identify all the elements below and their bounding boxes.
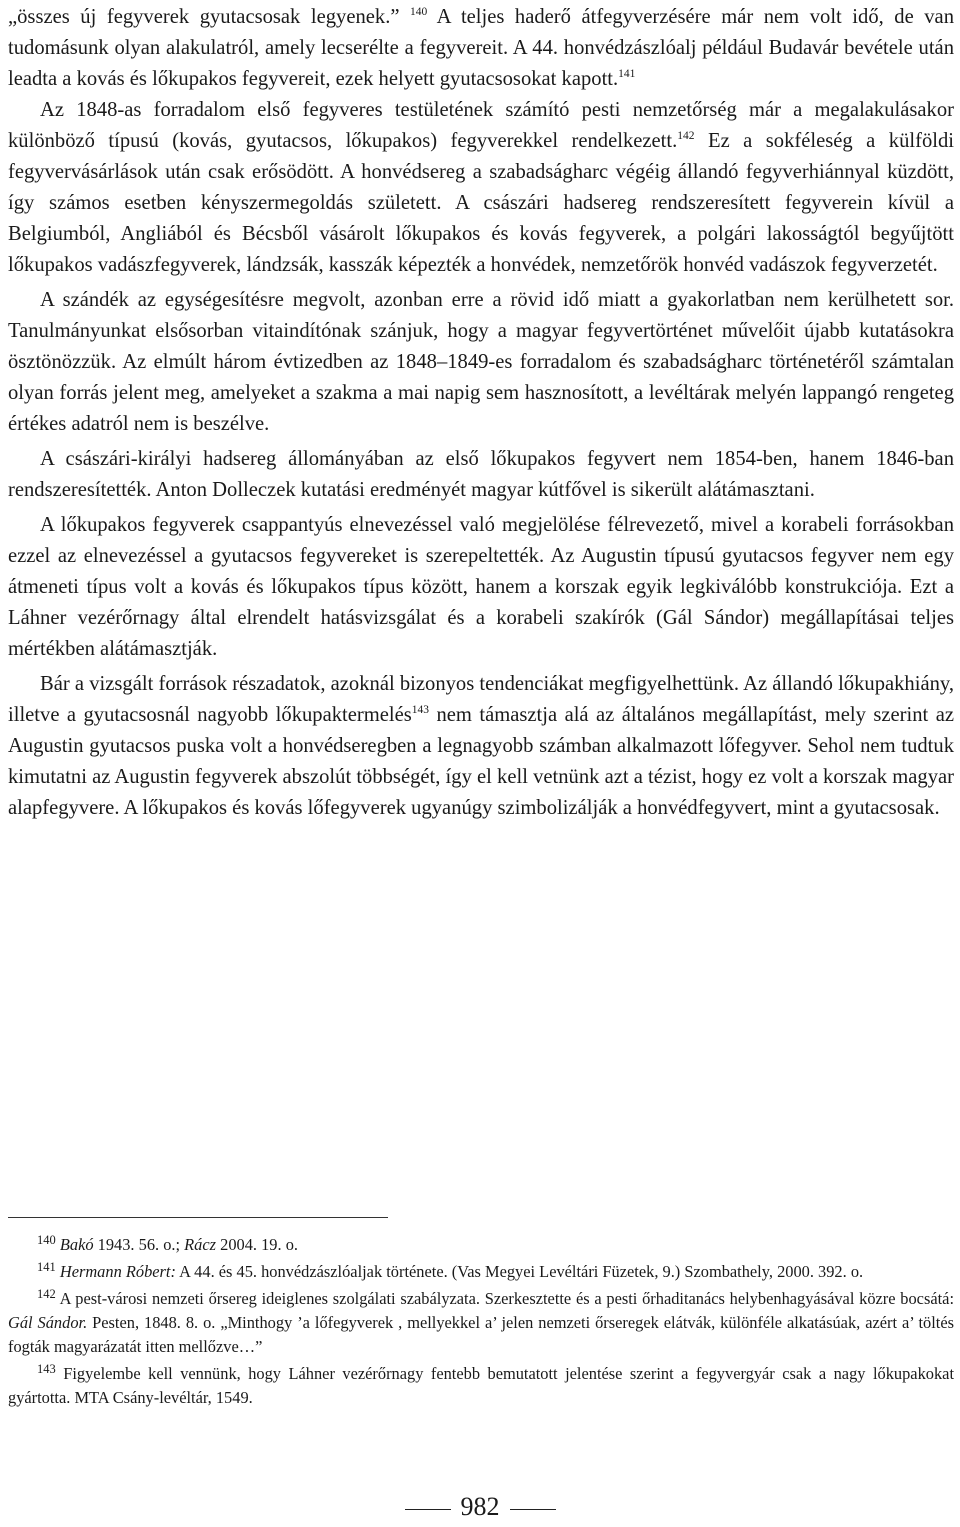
- footnote-reference: 140: [410, 6, 428, 18]
- footnote: [8, 1233, 954, 1257]
- paragraph: [8, 669, 954, 824]
- text-run: A lőkupakos fegyverek csappantyús elnevezéssel való megjelölése félrevezető, mivel a korabeli forrásokban ezzel az elnevezéssel a gyutacsos fegyvereket is szerepeltették. Az Augustin típusú gyutacsos fegyver nem egy átmeneti típus volt a kovás és lőkupakos típus között, hanem a korszak egyik legkiválóbb konstrukciója. Ezt a Láhner vezérőrnagy által elrendelt hatásvizsgálat és a korabeli szakírók (Gál Sándor) megállapításai teljes mértékben alátámasztják.: [8, 514, 954, 660]
- text-run: A teljes haderő átfegyverzésére már nem volt idő, de van tudomásunk olyan alakulatról, amely lecserélte a fegyvereit. A 44. honvédzászlóalj például Budavár bevétele után leadta a kovás és lőkupakos fegyvereit, ezek helyett gyutacsosokat kapott.: [8, 6, 954, 90]
- text-run: A császári-királyi hadsereg állományában az első lőkupakos fegyvert nem 1854-ben, hanem 1846-ban rendszeresítették. Anton Dolleczek kutatási eredményét magyar kútfővel is sikerült alátámasztani.: [8, 448, 954, 501]
- page-number-dash-right: [510, 1509, 556, 1510]
- footnote: [8, 1362, 954, 1410]
- page-number-dash-left: [405, 1509, 451, 1510]
- text-run: 1943. 56. o.;: [93, 1235, 185, 1254]
- text-run: A 44. és 45. honvédzászlóaljak története. (Vas Megyei Levéltári Füzetek, 9.) Szombathely, 2000. 392. o.: [175, 1262, 864, 1281]
- footnote: [8, 1260, 954, 1284]
- text-run: „összes új fegyverek gyutacsosak legyenek.”: [8, 6, 411, 28]
- text-run: Az 1848-as forradalom első fegyveres testületének számító pesti nemzetőrség már a megalakulásakor különböző típusú (kovás, gyutacsos, lőkupakos) fegyverekkel rendelkezett.: [8, 99, 954, 152]
- text-run: Ez a sokféleség a külföldi fegyvervásárlások után csak erősödött. A honvédsereg a szabadságharc végéig állandó fegyverhiánnyal küzdött, így számos esetben kényszermegoldás született. A császári hadsereg rendszeresített fegyverein kívül a Belgiumból, Angliából és Bécsből vásárolt lőkupakos és kovás fegyverek, a polgári lakosságtól begyűjtött lőkupakos vadászfegyverek, lándzsák, kasszák képezték a honvédek, nemzetőrök honvéd vadászok fegyverzetét.: [8, 130, 954, 276]
- footnote-reference: 141: [618, 68, 636, 80]
- footnote: [8, 1287, 954, 1359]
- text-run: A szándék az egységesítésre megvolt, azonban erre a rövid idő miatt a gyakorlatban nem kerülhetett sor. Tanulmányunkat elsősorban vitaindítónak szánjuk, hogy a magyar fegyvertörténet művelőit újabb kutatásokra ösztönözzük. Az elmúlt három évtizedben az 1848–1849-es forradalom és szabadságharc történetéről számtalan olyan forrás jelent meg, amelyeket a szakma a mai napig sem hasznosított, a levéltárak melyén lappangó rengeteg értékes adatról nem is beszélve.: [8, 289, 954, 435]
- text-run: 2004. 19. o.: [216, 1235, 298, 1254]
- italic-text: Hermann Róbert:: [59, 1262, 176, 1281]
- page-number-block: [0, 1490, 960, 1524]
- paragraph: [8, 444, 954, 506]
- text-run: Pesten, 1848. 8. o. „Minthogy ’a lőfegyverek , mellyekkel a’ jelen nemzeti őrseregek elátvák, különféle alkatásúak, azért a’ töltés fogták magyarázatát itten mellőzve…”: [8, 1313, 954, 1356]
- footnote-reference: 143: [411, 704, 430, 716]
- italic-text: Bakó: [59, 1235, 94, 1254]
- footnote-reference: 142: [677, 130, 695, 142]
- footnotes: [8, 1233, 954, 1413]
- footnote-number: 143: [37, 1362, 56, 1376]
- italic-text: Gál Sándor.: [8, 1313, 88, 1332]
- page: [8, 0, 954, 824]
- page-number: 982: [460, 1492, 500, 1521]
- footnote-number: 140: [37, 1233, 56, 1247]
- main-text: [8, 0, 954, 824]
- footnote-separator: [8, 1217, 388, 1218]
- text-run: A pest-városi nemzeti őrsereg ideiglenes szolgálati szabályzata. Szerkesztette és a pesti őrhaditanács helybenhagyásával közre bocsátá:: [59, 1289, 954, 1308]
- italic-text: Rácz: [184, 1235, 217, 1254]
- text-run: nem támasztja alá az általános megállapítást, mely szerint az Augustin gyutacsos puska volt a honvédseregben a legnagyobb számban alkalmazott lőfegyver. Sehol nem tudtuk kimutatni az Augustin fegyverek abszolút többségét, így el kell vetnünk azt a tézist, hogy ez volt a korszak magyar alapfegyvere. A lőkupakos és kovás lőfegyverek ugyanúgy szimbolizálják a honvédfegyvert, mint a gyutacsosak.: [8, 704, 954, 819]
- paragraph: [8, 510, 954, 665]
- footnote-number: 142: [37, 1287, 56, 1301]
- footnote-number: 141: [37, 1260, 56, 1274]
- paragraph: [8, 95, 954, 281]
- text-run: Figyelembe kell vennünk, hogy Láhner vezérőrnagy fentebb bemutatott jelentése szerint a fegyvergyár csak a nagy lőkupakokat gyártotta. MTA Csány-levéltár, 1549.: [8, 1364, 954, 1407]
- text-run: Bár a vizsgált források részadatok, azoknál bizonyos tendenciákat megfigyelhettünk. Az állandó lőkupakhiány, illetve a gyutacsosnál nagyobb lőkupaktermelés: [8, 673, 954, 726]
- paragraph: [8, 285, 954, 440]
- paragraph: [8, 0, 954, 95]
